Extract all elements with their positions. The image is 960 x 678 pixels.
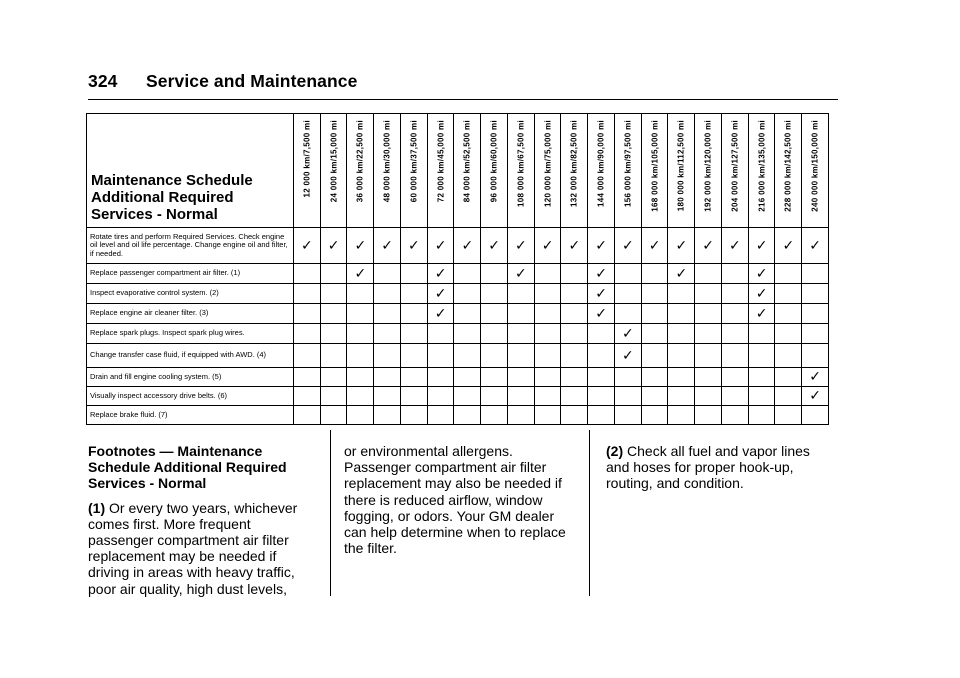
check-mark-cell (695, 228, 722, 264)
empty-cell (695, 406, 722, 425)
empty-cell (507, 284, 534, 304)
empty-cell (668, 284, 695, 304)
column-header (320, 114, 347, 228)
column-header-label: 204 000 km/127,500 mi (730, 120, 740, 212)
empty-cell (721, 304, 748, 324)
check-icon: ✓ (755, 265, 768, 282)
column-header (748, 114, 775, 228)
table-title-line: Services - Normal (91, 206, 218, 223)
empty-cell (695, 368, 722, 387)
empty-cell (481, 387, 508, 406)
check-mark-cell (507, 264, 534, 284)
empty-cell (534, 284, 561, 304)
check-mark-cell (588, 228, 615, 264)
check-icon: ✓ (541, 237, 554, 254)
check-mark-cell (347, 228, 374, 264)
check-mark-cell (507, 228, 534, 264)
empty-cell (481, 368, 508, 387)
empty-cell (561, 368, 588, 387)
empty-cell (561, 264, 588, 284)
column-header (374, 114, 401, 228)
empty-cell (588, 387, 615, 406)
check-icon: ✓ (354, 237, 367, 254)
empty-cell (695, 387, 722, 406)
check-mark-cell (748, 284, 775, 304)
empty-cell (561, 284, 588, 304)
check-icon: ✓ (728, 237, 741, 254)
check-icon: ✓ (621, 347, 634, 364)
empty-cell (427, 387, 454, 406)
check-icon: ✓ (621, 237, 634, 254)
empty-cell (748, 387, 775, 406)
empty-cell (588, 324, 615, 344)
column-header-label: 12 000 km/7,500 mi (302, 120, 312, 198)
empty-cell (802, 344, 829, 368)
service-label: Inspect evaporative control system. (2) (87, 284, 294, 304)
empty-cell (347, 406, 374, 425)
check-icon: ✓ (595, 285, 607, 302)
empty-cell (534, 368, 561, 387)
empty-cell (775, 284, 802, 304)
empty-cell (668, 387, 695, 406)
empty-cell (588, 406, 615, 425)
table-row (87, 304, 829, 324)
empty-cell (320, 368, 347, 387)
check-mark-cell (588, 284, 615, 304)
column-header (695, 114, 722, 228)
check-mark-cell (481, 228, 508, 264)
column-header-label: 120 000 km/75,000 mi (543, 120, 553, 207)
footnote-2 (606, 443, 831, 492)
empty-cell (293, 344, 320, 368)
check-mark-cell (748, 264, 775, 284)
empty-cell (695, 304, 722, 324)
check-icon: ✓ (434, 265, 447, 282)
service-label: Drain and fill engine cooling system. (5) (87, 368, 294, 387)
check-mark-cell (775, 228, 802, 264)
check-mark-cell (427, 228, 454, 264)
empty-cell (748, 324, 775, 344)
empty-cell (721, 406, 748, 425)
check-icon: ✓ (300, 237, 313, 254)
check-mark-cell (293, 228, 320, 264)
check-icon: ✓ (434, 237, 447, 254)
empty-cell (534, 324, 561, 344)
empty-cell (802, 406, 829, 425)
table-body (87, 228, 829, 425)
column-header (668, 114, 695, 228)
empty-cell (641, 406, 668, 425)
empty-cell (641, 264, 668, 284)
empty-cell (721, 284, 748, 304)
empty-cell (374, 264, 401, 284)
empty-cell (481, 324, 508, 344)
empty-cell (293, 387, 320, 406)
empty-cell (320, 324, 347, 344)
check-mark-cell (641, 228, 668, 264)
check-mark-cell (668, 228, 695, 264)
empty-cell (614, 284, 641, 304)
footnote-column-2 (344, 443, 569, 564)
empty-cell (427, 324, 454, 344)
empty-cell (320, 344, 347, 368)
column-header-label: 48 000 km/30,000 mi (382, 120, 392, 203)
empty-cell (802, 304, 829, 324)
service-label: Replace brake fluid. (7) (87, 406, 294, 425)
column-header (614, 114, 641, 228)
empty-cell (400, 368, 427, 387)
column-header (427, 114, 454, 228)
check-mark-cell (588, 304, 615, 324)
check-icon: ✓ (621, 325, 634, 342)
column-header-label: 96 000 km/60,000 mi (489, 120, 499, 203)
empty-cell (320, 387, 347, 406)
check-icon: ✓ (568, 237, 581, 254)
empty-cell (374, 368, 401, 387)
check-mark-cell (534, 228, 561, 264)
empty-cell (721, 344, 748, 368)
check-icon: ✓ (595, 265, 607, 282)
check-icon: ✓ (595, 237, 607, 254)
empty-cell (668, 368, 695, 387)
empty-cell (347, 324, 374, 344)
empty-cell (775, 304, 802, 324)
footnote-1-continued: or environmental allergens. Passenger compartment air filter replacement may also be needed if there is reduced airflow, window fogging, or odors. Your GM dealer can help determine when to replace the filter. (344, 443, 566, 557)
check-icon: ✓ (461, 237, 474, 254)
column-header-label: 240 000 km/150,000 mi (810, 120, 820, 212)
empty-cell (614, 264, 641, 284)
column-header-label: 228 000 km/142,500 mi (783, 120, 793, 212)
empty-cell (481, 264, 508, 284)
empty-cell (641, 284, 668, 304)
table-row (87, 368, 829, 387)
empty-cell (293, 368, 320, 387)
check-mark-cell (802, 368, 829, 387)
empty-cell (775, 344, 802, 368)
empty-cell (802, 284, 829, 304)
check-mark-cell (721, 228, 748, 264)
check-icon: ✓ (675, 237, 688, 254)
empty-cell (614, 406, 641, 425)
empty-cell (588, 344, 615, 368)
empty-cell (641, 387, 668, 406)
check-mark-cell (320, 228, 347, 264)
empty-cell (454, 406, 481, 425)
service-label: Replace spark plugs. Inspect spark plug wires. (87, 324, 294, 344)
empty-cell (695, 324, 722, 344)
column-header-label: 156 000 km/97,500 mi (623, 120, 633, 207)
empty-cell (427, 368, 454, 387)
footnote-column-3 (606, 443, 831, 500)
empty-cell (374, 304, 401, 324)
table-title-line: Additional Required (91, 189, 234, 206)
column-header-label: 132 000 km/82,500 mi (569, 120, 579, 207)
empty-cell (347, 387, 374, 406)
empty-cell (721, 264, 748, 284)
empty-cell (454, 324, 481, 344)
column-divider (330, 430, 331, 596)
empty-cell (748, 344, 775, 368)
empty-cell (481, 284, 508, 304)
column-header-label: 192 000 km/120,000 mi (703, 120, 713, 212)
empty-cell (695, 344, 722, 368)
page-header (88, 70, 838, 100)
maintenance-schedule-table (86, 113, 829, 425)
empty-cell (454, 284, 481, 304)
check-mark-cell (427, 284, 454, 304)
empty-cell (802, 264, 829, 284)
footnote-text: Or every two years, whichever comes first. More frequent passenger compartment air filter replacement may be needed if driving in areas with heavy traffic, poor air quality, high dust levels, (88, 499, 298, 597)
column-header-label: 144 000 km/90,000 mi (596, 120, 606, 207)
empty-cell (293, 406, 320, 425)
column-header (293, 114, 320, 228)
empty-cell (721, 387, 748, 406)
check-mark-cell (802, 387, 829, 406)
column-header (454, 114, 481, 228)
column-header (507, 114, 534, 228)
empty-cell (668, 324, 695, 344)
empty-cell (507, 406, 534, 425)
check-mark-cell (427, 264, 454, 284)
empty-cell (320, 304, 347, 324)
check-icon: ✓ (755, 237, 768, 254)
check-icon: ✓ (514, 265, 527, 282)
empty-cell (534, 387, 561, 406)
empty-cell (374, 387, 401, 406)
empty-cell (454, 264, 481, 284)
table-row (87, 406, 829, 425)
check-icon: ✓ (675, 265, 688, 282)
table-row (87, 344, 829, 368)
empty-cell (561, 344, 588, 368)
empty-cell (641, 324, 668, 344)
column-header-label: 108 000 km/67,500 mi (516, 120, 526, 207)
table-row (87, 264, 829, 284)
empty-cell (507, 387, 534, 406)
check-mark-cell (427, 304, 454, 324)
empty-cell (534, 264, 561, 284)
empty-cell (668, 304, 695, 324)
footnote-number: (2) (606, 443, 624, 459)
empty-cell (320, 406, 347, 425)
empty-cell (561, 387, 588, 406)
table-title (87, 114, 294, 228)
check-mark-cell (400, 228, 427, 264)
empty-cell (775, 406, 802, 425)
empty-cell (775, 387, 802, 406)
column-header-label: 60 000 km/37,500 mi (409, 120, 419, 203)
empty-cell (507, 344, 534, 368)
column-header (775, 114, 802, 228)
empty-cell (668, 344, 695, 368)
empty-cell (400, 387, 427, 406)
empty-cell (454, 344, 481, 368)
empty-cell (641, 368, 668, 387)
empty-cell (507, 304, 534, 324)
empty-cell (614, 387, 641, 406)
column-header-label: 216 000 km/135,000 mi (757, 120, 767, 212)
footnote-number: (1) (88, 499, 106, 516)
column-header (347, 114, 374, 228)
empty-cell (534, 406, 561, 425)
empty-cell (695, 264, 722, 284)
column-header (641, 114, 668, 228)
empty-cell (400, 324, 427, 344)
table-header-row (87, 114, 829, 228)
empty-cell (374, 344, 401, 368)
empty-cell (748, 406, 775, 425)
empty-cell (748, 368, 775, 387)
empty-cell (481, 406, 508, 425)
empty-cell (454, 368, 481, 387)
check-icon: ✓ (809, 388, 821, 404)
footnotes-title: Footnotes — Maintenance Schedule Additional Required Services - Normal (88, 443, 287, 492)
empty-cell (641, 344, 668, 368)
check-mark-cell (614, 324, 641, 344)
empty-cell (454, 387, 481, 406)
empty-cell (507, 324, 534, 344)
table-row (87, 387, 829, 406)
empty-cell (347, 284, 374, 304)
check-icon: ✓ (327, 237, 340, 254)
empty-cell (293, 324, 320, 344)
service-label: Replace engine air cleaner filter. (3) (87, 304, 294, 324)
table-title-line: Maintenance Schedule (91, 172, 253, 189)
check-mark-cell (374, 228, 401, 264)
check-icon: ✓ (702, 237, 714, 254)
column-header-label: 36 000 km/22,500 mi (355, 120, 365, 203)
footnote-text: Check all fuel and vapor lines and hoses for proper hook-up, routing, and condition. (606, 443, 810, 492)
column-header (802, 114, 829, 228)
empty-cell (561, 304, 588, 324)
empty-cell (561, 406, 588, 425)
empty-cell (400, 344, 427, 368)
check-mark-cell (347, 264, 374, 284)
check-icon: ✓ (755, 285, 768, 302)
empty-cell (400, 406, 427, 425)
empty-cell (695, 284, 722, 304)
check-mark-cell (748, 304, 775, 324)
empty-cell (427, 406, 454, 425)
empty-cell (481, 344, 508, 368)
column-header (588, 114, 615, 228)
empty-cell (347, 344, 374, 368)
check-icon: ✓ (434, 285, 447, 302)
check-mark-cell (561, 228, 588, 264)
empty-cell (320, 264, 347, 284)
empty-cell (400, 304, 427, 324)
column-header-label: 84 000 km/52,500 mi (462, 120, 472, 203)
column-header (400, 114, 427, 228)
check-icon: ✓ (407, 237, 420, 254)
check-icon: ✓ (782, 237, 795, 254)
check-icon: ✓ (755, 305, 768, 322)
empty-cell (588, 368, 615, 387)
check-mark-cell (454, 228, 481, 264)
check-mark-cell (802, 228, 829, 264)
table-row (87, 284, 829, 304)
check-icon: ✓ (381, 237, 393, 254)
check-icon: ✓ (434, 305, 447, 322)
empty-cell (775, 264, 802, 284)
page-number: 324 (88, 71, 118, 91)
check-icon: ✓ (648, 237, 661, 254)
footnote-column-1 (88, 443, 313, 605)
service-label: Rotate tires and perform Required Services. Check engine oil level and oil life percentage. Change engine oil and filter, if needed. (87, 228, 294, 264)
table-row (87, 324, 829, 344)
empty-cell (534, 344, 561, 368)
column-header-label: 24 000 km/15,000 mi (329, 120, 339, 203)
table-row (87, 228, 829, 264)
empty-cell (507, 368, 534, 387)
empty-cell (721, 368, 748, 387)
empty-cell (775, 368, 802, 387)
empty-cell (400, 284, 427, 304)
service-label: Replace passenger compartment air filter. (1) (87, 264, 294, 284)
column-header-label: 180 000 km/112,500 mi (676, 120, 686, 212)
empty-cell (374, 406, 401, 425)
empty-cell (374, 324, 401, 344)
check-icon: ✓ (595, 305, 607, 322)
empty-cell (400, 264, 427, 284)
check-icon: ✓ (354, 265, 367, 282)
check-mark-cell (614, 344, 641, 368)
empty-cell (293, 304, 320, 324)
check-mark-cell (748, 228, 775, 264)
empty-cell (668, 406, 695, 425)
empty-cell (775, 324, 802, 344)
empty-cell (454, 304, 481, 324)
check-mark-cell (668, 264, 695, 284)
empty-cell (347, 304, 374, 324)
column-header-label: 72 000 km/45,000 mi (436, 120, 446, 203)
empty-cell (347, 368, 374, 387)
empty-cell (534, 304, 561, 324)
check-mark-cell (614, 228, 641, 264)
page-title: Service and Maintenance (146, 71, 358, 91)
check-icon: ✓ (488, 237, 500, 254)
check-mark-cell (588, 264, 615, 284)
empty-cell (641, 304, 668, 324)
empty-cell (293, 264, 320, 284)
empty-cell (721, 324, 748, 344)
check-icon: ✓ (809, 369, 821, 385)
empty-cell (561, 324, 588, 344)
empty-cell (374, 284, 401, 304)
column-header-label: 168 000 km/105,000 mi (650, 120, 660, 212)
column-header (721, 114, 748, 228)
empty-cell (320, 284, 347, 304)
check-icon: ✓ (514, 237, 527, 254)
service-label: Change transfer case fluid, if equipped with AWD. (4) (87, 344, 294, 368)
column-header (534, 114, 561, 228)
column-divider (589, 430, 590, 596)
check-icon: ✓ (809, 237, 821, 254)
service-label: Visually inspect accessory drive belts. (6) (87, 387, 294, 406)
empty-cell (293, 284, 320, 304)
column-header (481, 114, 508, 228)
empty-cell (802, 324, 829, 344)
column-header (561, 114, 588, 228)
empty-cell (614, 304, 641, 324)
empty-cell (481, 304, 508, 324)
empty-cell (614, 368, 641, 387)
empty-cell (427, 344, 454, 368)
footnote-1 (88, 500, 313, 597)
